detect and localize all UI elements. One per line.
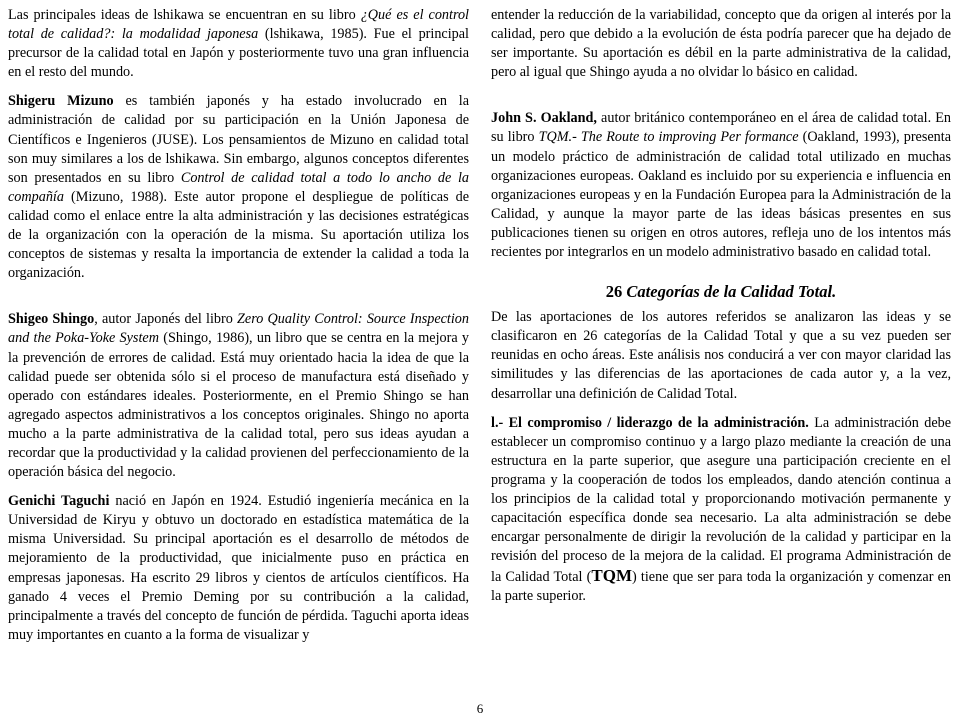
- section-number: 26: [605, 282, 623, 302]
- paragraph-commitment: [491, 414, 951, 607]
- paragraph-ishikawa: [8, 6, 469, 82]
- text: (Mizuno, 1988). Este autor propone el despliegue de políticas de calidad como el enlace entre la alta administración y las decisiones estratégicas de la organización con la operación de la misma. Su aportación utiliza los conceptos de sistemas y resalta la importancia de extender la calidad a toda la organización.: [8, 188, 469, 282]
- paragraph-categories-intro: De las aportaciones de los autores referidos se analizaron las ideas y se clasificaron en 26 categorías de la Calidad Total y que a su vez pueden ser reunidas en ocho áreas. Este análisis nos conducirá a ver con mayor claridad las similitudes y las diferencias de las aportaciones de cada autor y, a la vez, desarrollar una definición de Calidad Total.: [491, 309, 951, 402]
- text: (Shingo, 1986), un libro que se centra en la mejora y la prevención de errores de calidad. Está muy orientado hacia la idea de que la calidad puede ser obtenida sólo si el proceso de manufactura está diseñado y operado con estándares ideales. Posteriormente, en el Premio Shingo se han agregado aspectos administrativos a los conceptos originales. Shingo no aporta mucho a la parte administrativa de la calidad total, pero sus ideas ayudan a recordar que la productividad y la calidad provienen del perfeccionamiento de la operación básica del negocio.: [8, 330, 469, 481]
- book-title: ¿Qué es el control total de calidad?: la modalidad japonesa: [8, 7, 469, 43]
- book-title: TQM.- The Route to improving Per formance: [538, 129, 799, 146]
- text: (Oakland, 1993), presenta un modelo práctico de administración de calidad total utilizado en muchas organizaciones europeas. Oakland es incluido por su experiencia e influencia en organizaciones europeas y en la Fundación Europea para la Administración de la Calidad, y aunque la mayor parte de las ideas básicas presentes en sus publicaciones tienen su origen en otros autores, refleja uno de los intentos más recientes por integrarlos en un modelo administrativo basado en calidad total.: [491, 129, 951, 261]
- author-name: Shigeru Mizuno: [8, 93, 114, 110]
- section-heading: [491, 281, 951, 303]
- book-title: Zero Quality Control: Source Inspection and the Poka-Yoke System: [8, 311, 469, 347]
- left-column: [8, 6, 469, 655]
- paragraph-shingo: [8, 310, 469, 482]
- text: nació en Japón en 1924. Estudió ingeniería mecánica en la Universidad de Kiryu y obtuvo un doctorado en estadística matemática de la misma Universidad. Su principal aportación es el desarrollo de métodos de mejoramiento de la productividad, que inicialmente puso en práctica en empresas japonesas. Ha escrito 29 libros y cientos de artículos científicos. Ha ganado 4 veces el Premio Deming por su contribución a la calidad, principalmente a través del concepto de función de pérdida. Taguchi aporta ideas muy importantes en cuanto a la forma de visualizar y: [8, 493, 469, 643]
- text: es también japonés y ha estado involucrado en la administración de calidad por su participación en la Unión Japonesa de Científicos e Ingenieros (JUSE). Los pensamientos de Mizuno en calidad total son muy similares a los de lshikawa. Sin embargo, algunos conceptos diferentes son presentados en su libro: [8, 93, 470, 186]
- paragraph-taguchi-continued: entender la reducción de la variabilidad, concepto que da origen al interés por la calidad, pero que debido a la evolución de ésta podría parecer que ha dejado de ser importante. Su aportación es débil en la parte administrativa de la calidad, pero al igual que Shingo ayuda a no olvidar lo básico en calidad.: [491, 7, 951, 81]
- author-name: John S. Oakland,: [491, 110, 597, 127]
- paragraph-mizuno: [8, 92, 469, 283]
- page-number: 6: [476, 701, 484, 716]
- paragraph-taguchi: [8, 492, 469, 645]
- text: , autor Japonés del libro: [94, 311, 238, 328]
- category-heading: l.- El compromiso / liderazgo de la administración.: [491, 414, 809, 431]
- paragraph-oakland: [491, 109, 951, 262]
- author-name: Genichi Taguchi: [8, 493, 110, 510]
- text: autor británico contemporáneo en el área de calidad total. En su libro: [491, 110, 951, 146]
- book-title: Control de calidad total a todo lo ancho de la compañía: [8, 169, 469, 205]
- section-title-text: Categorías de la Calidad Total.: [626, 282, 837, 302]
- text: La administración debe establecer un compromiso continuo y a largo plazo mediante la creación de una estructura en la parte superior, que asegure una participación creciente en el programa y la cooperación de todos los empleados, dando atención continua a los principios de la calidad total y proporcionando motivación permanente y capacitación específica donde sea necesario. La alta administración se debe encargar personalmente de dirigir la revolución de la calidad y participar en la revisión del proceso de la mejora de la calidad. El programa Administración de la Calidad Total (: [491, 414, 952, 586]
- text: Las principales ideas de lshikawa se encuentran en su libro: [8, 7, 361, 23]
- text: ) tiene que ser para toda la organización y comenzar en la parte superior.: [491, 569, 952, 605]
- author-name: Shigeo Shingo: [8, 311, 95, 328]
- text: (lshikawa, 1985). Fue el principal precursor de la calidad total en Japón y posteriormente tuvo una gran influencia en el resto del mundo.: [8, 26, 469, 81]
- right-column: [491, 6, 951, 617]
- tqm-acronym: TQM: [591, 566, 632, 586]
